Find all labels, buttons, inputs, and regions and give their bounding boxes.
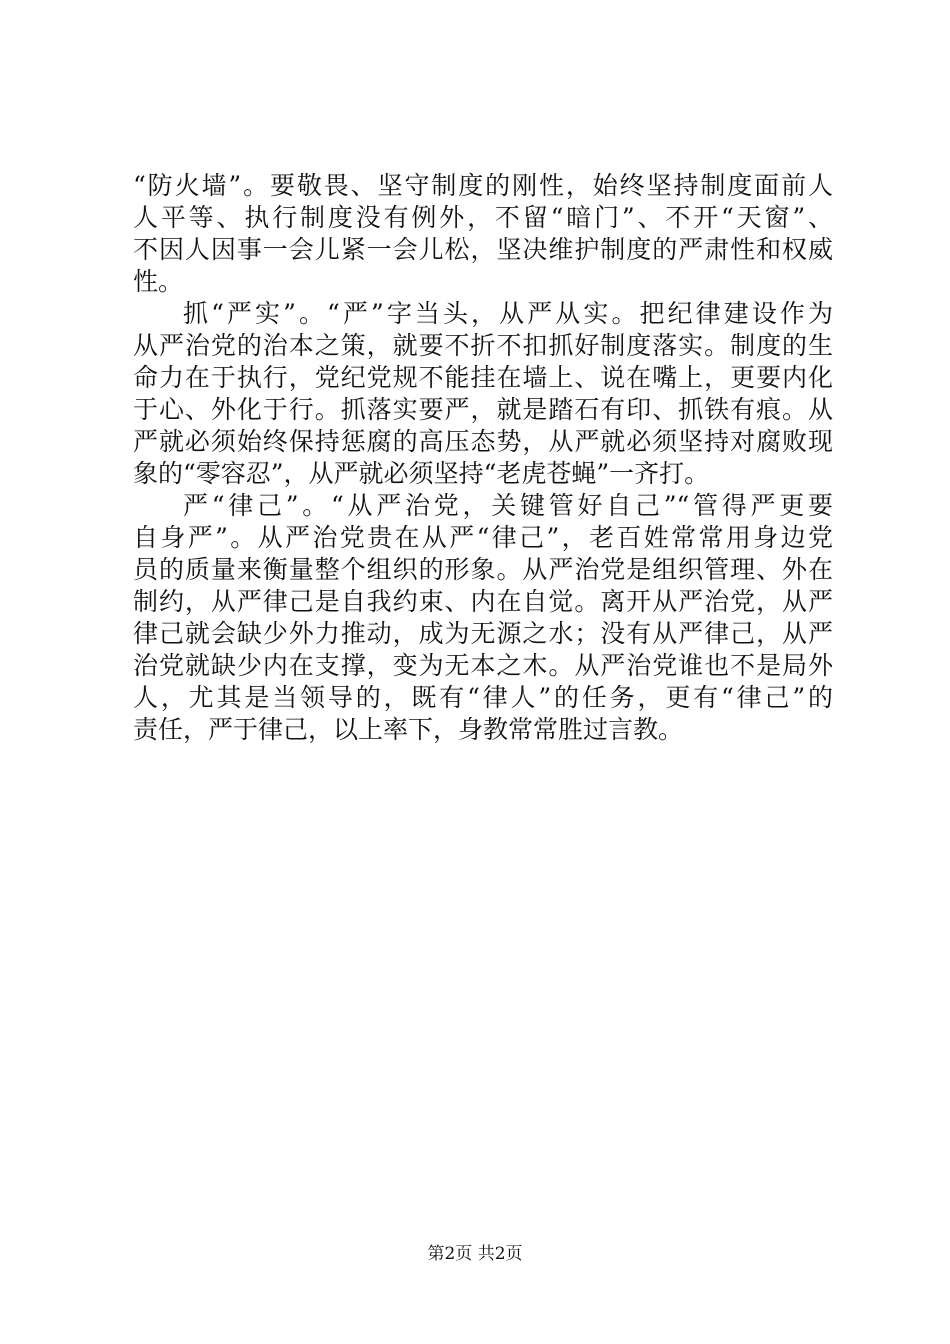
paragraph-line: 严就必须始终保持惩腐的高压态势，从严就必须坚持对腐败现 (133, 427, 833, 456)
paragraph-line: 自身严”。从严治党贵在从严“律己”，老百姓常常用身边党 (133, 523, 833, 552)
paragraph-line: 人平等、执行制度没有例外，不留“暗门”、不开“天窗”、 (133, 203, 833, 232)
paragraph-line: 命力在于执行，党纪党规不能挂在墙上、说在嘴上，更要内化 (133, 363, 833, 392)
paragraph-line: 抓“严实”。“严”字当头，从严从实。把纪律建设作为 (183, 299, 833, 328)
paragraph-line: 人，尤其是当领导的，既有“律人”的任务，更有“律己”的 (133, 683, 833, 712)
paragraph-2 (133, 298, 833, 490)
page-footer (0, 1243, 950, 1265)
document-body (133, 170, 833, 746)
page-number-label: 第2页 共2页 (427, 1244, 523, 1264)
paragraph-line: 不因人因事一会儿紧一会儿松，坚决维护制度的严肃性和权威 (133, 235, 833, 264)
paragraph-line: 律己就会缺少外力推动，成为无源之水；没有从严律己，从严 (133, 619, 833, 648)
paragraph-line: 从严治党的治本之策，就要不折不扣抓好制度落实。制度的生 (133, 331, 833, 360)
paragraph-line: 性。 (133, 267, 184, 296)
paragraph-1 (133, 170, 833, 298)
paragraph-line: “防火墙”。要敬畏、坚守制度的刚性，始终坚持制度面前人 (133, 171, 833, 200)
paragraph-3 (133, 490, 833, 746)
paragraph-line: 治党就缺少内在支撑，变为无本之木。从严治党谁也不是局外 (133, 651, 833, 680)
paragraph-line: 严“律己”。“从严治党，关键管好自己”“管得严更要 (183, 491, 833, 520)
paragraph-line: 责任，严于律己，以上率下，身教常常胜过言教。 (133, 715, 684, 744)
paragraph-line: 于心、外化于行。抓落实要严，就是踏石有印、抓铁有痕。从 (133, 395, 833, 424)
paragraph-line: 员的质量来衡量整个组织的形象。从严治党是组织管理、外在 (133, 555, 833, 584)
paragraph-line: 象的“零容忍”，从严就必须坚持“老虎苍蝇”一齐打。 (133, 459, 710, 488)
paragraph-line: 制约，从严律己是自我约束、内在自觉。离开从严治党，从严 (133, 587, 833, 616)
